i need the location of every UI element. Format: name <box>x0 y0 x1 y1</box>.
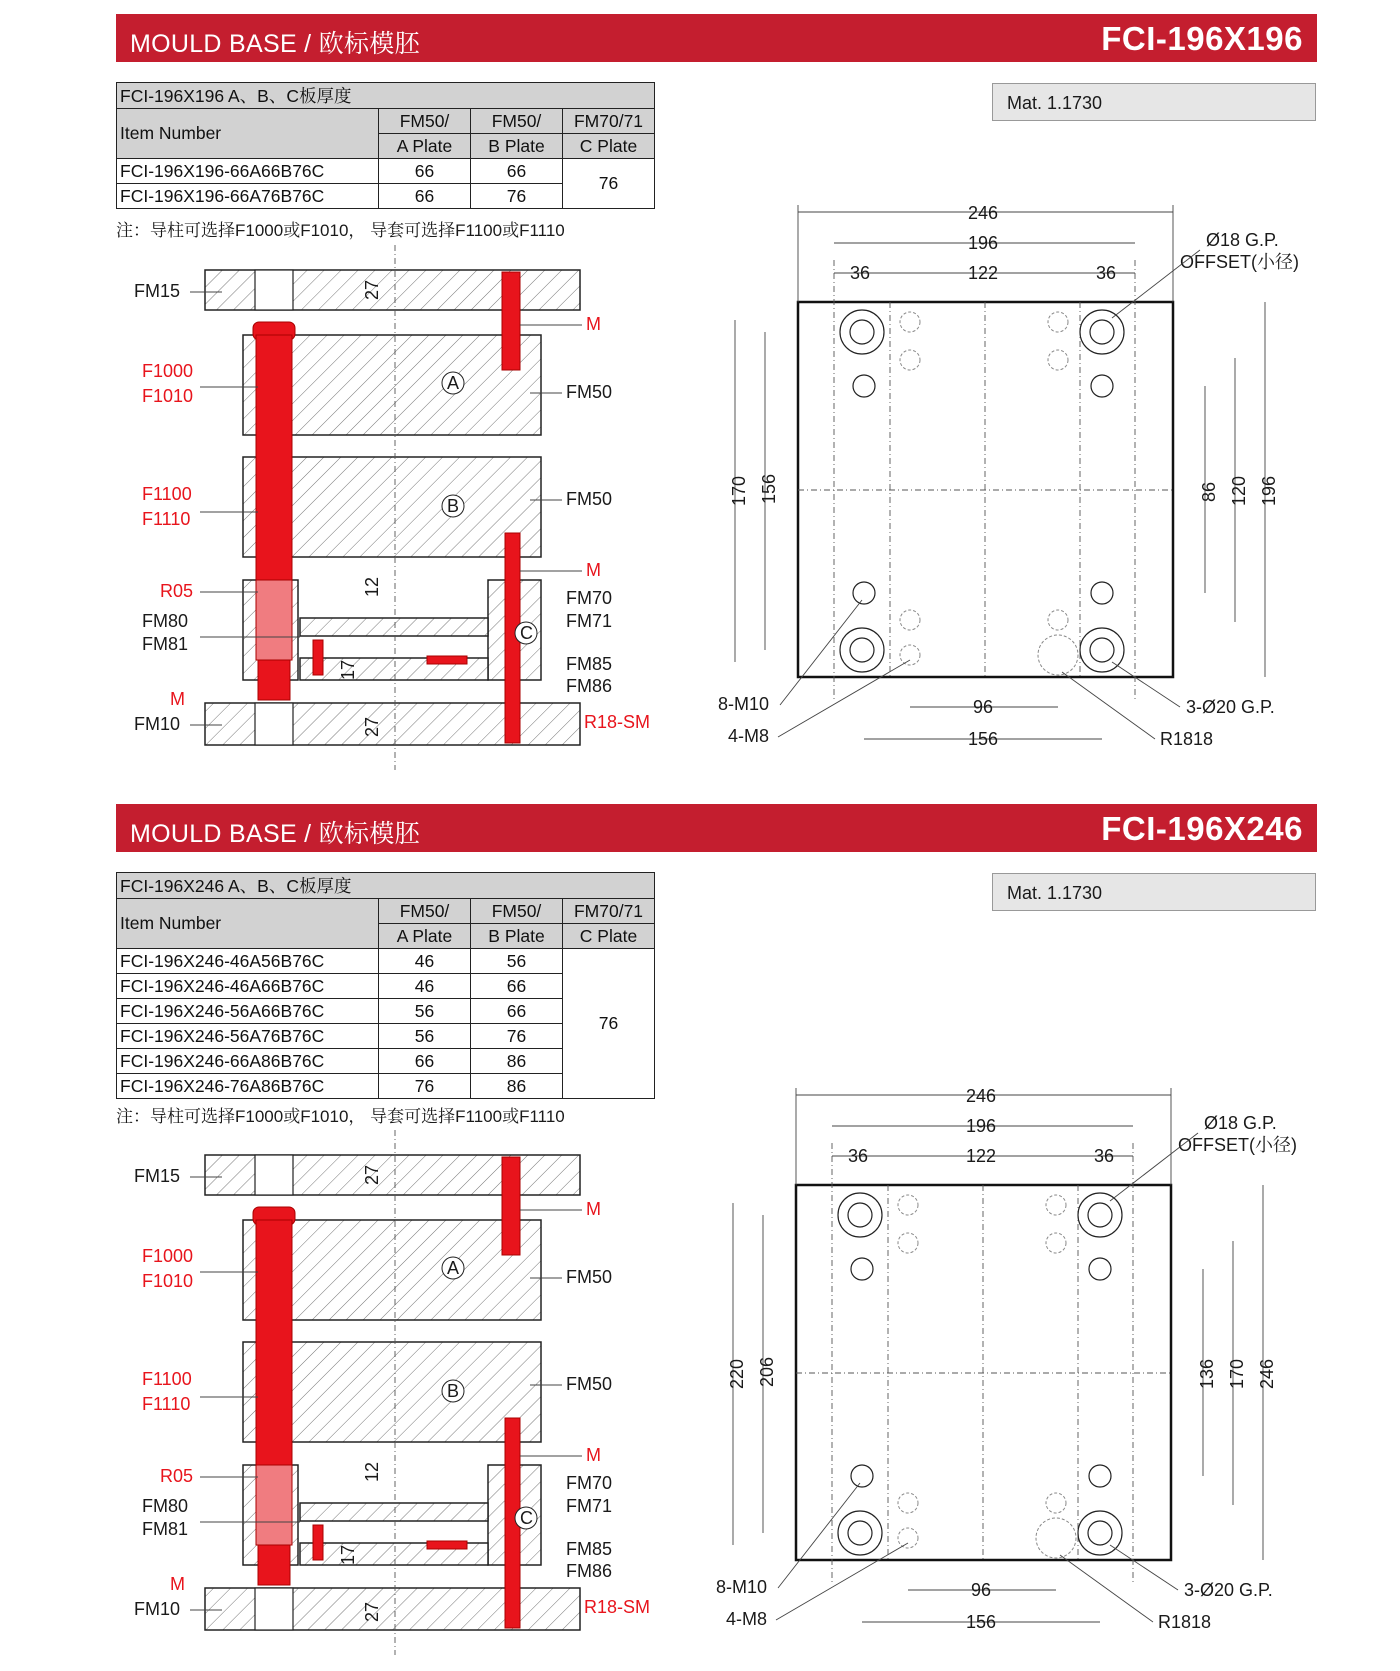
label-r18sm: R18-SM <box>584 1597 651 1617</box>
item-cell: FCI-196X246-66A86B76C <box>117 1049 379 1074</box>
a-cell: 56 <box>379 1024 471 1049</box>
dim-86: 86 <box>1199 481 1219 502</box>
tag-a: A <box>447 1258 460 1278</box>
label-fm50-b: FM50 <box>566 1374 613 1394</box>
label-r05: R05 <box>160 1466 194 1486</box>
note-text: 注：导柱可选择F1000或F1010， 导套可选择F1100或F1110 <box>116 1107 565 1126</box>
b-cell: 66 <box>471 974 563 999</box>
ejector-plate-fm80 <box>300 618 488 636</box>
label-fm80: FM80 <box>142 611 189 631</box>
note-text: 注：导柱可选择F1000或F1010， 导套可选择F1100或F1110 <box>116 221 565 240</box>
dim-17: 17 <box>338 659 358 680</box>
dim-122: 122 <box>968 263 999 283</box>
dim-246-right: 246 <box>1257 1358 1277 1389</box>
dim-120: 120 <box>1229 475 1249 506</box>
dim-246-top: 246 <box>968 203 999 223</box>
b-cell: 76 <box>471 184 563 209</box>
item-cell: FCI-196X246-56A76B76C <box>117 1024 379 1049</box>
dim-36-left: 36 <box>850 263 871 283</box>
callout-r1818: R1818 <box>1160 729 1214 749</box>
item-cell: FCI-196X246-46A56B76C <box>117 949 379 974</box>
col-a-header-2: A Plate <box>379 134 471 159</box>
item-number-header: Item Number <box>117 109 379 159</box>
drawings <box>0 790 1400 1670</box>
label-fm85: FM85 <box>566 654 613 674</box>
b-cell: 86 <box>471 1074 563 1099</box>
b-cell: 86 <box>471 1049 563 1074</box>
b-cell: 66 <box>471 999 563 1024</box>
callout-offset: OFFSET(小径) <box>1178 1135 1297 1155</box>
banner-title: MOULD BASE / 欧标模胚 <box>130 820 420 848</box>
dim-156-bot: 156 <box>968 729 999 749</box>
section-fci-196x246 <box>0 790 1400 1632</box>
guide-bush-r05 <box>256 580 292 660</box>
tag-c: C <box>520 623 533 643</box>
tag-a: A <box>447 373 460 393</box>
dim-156: 156 <box>759 473 779 504</box>
a-cell: 66 <box>379 184 471 209</box>
label-fm86: FM86 <box>566 1561 613 1581</box>
plan-view <box>718 203 1299 749</box>
bolt-top <box>502 272 520 370</box>
dim-12: 12 <box>362 576 382 597</box>
dim-17: 17 <box>338 1544 358 1565</box>
label-f1010: F1010 <box>142 386 194 406</box>
label-fm71: FM71 <box>566 611 613 631</box>
dim-96: 96 <box>973 697 994 717</box>
table-caption: FCI-196X246 A、B、C板厚度 <box>117 873 655 899</box>
item-number-header: Item Number <box>117 899 379 949</box>
dim-36-left: 36 <box>848 1146 869 1166</box>
label-m: M <box>170 689 185 709</box>
a-cell: 46 <box>379 949 471 974</box>
col-b-header-1: FM50/ <box>471 109 563 134</box>
c-cell: 76 <box>563 159 655 209</box>
side-section-view <box>134 245 650 770</box>
c-cell: 76 <box>563 949 655 1099</box>
label-fm70: FM70 <box>566 1473 613 1493</box>
guide-pin-f1000 <box>256 335 292 580</box>
label-fm86: FM86 <box>566 676 613 696</box>
callout-g18: Ø18 G.P. <box>1206 230 1279 250</box>
dim-220: 220 <box>727 1358 747 1389</box>
label-fm15: FM15 <box>134 281 181 301</box>
callout-8m10: 8-M10 <box>718 694 770 714</box>
col-c-header-2: C Plate <box>563 134 655 159</box>
label-fm70: FM70 <box>566 588 613 608</box>
label-f1010: F1010 <box>142 1271 194 1291</box>
label-f1100: F1100 <box>142 484 192 504</box>
label-f1110: F1110 <box>142 509 191 529</box>
plan-view <box>716 1086 1297 1632</box>
col-c-header-1: FM70/71 <box>563 899 655 924</box>
label-f1000: F1000 <box>142 361 194 381</box>
dim-206: 206 <box>757 1356 777 1387</box>
label-fm15: FM15 <box>134 1166 181 1186</box>
label-fm50-a: FM50 <box>566 1267 613 1287</box>
callout-4m8: 4-M8 <box>728 726 770 746</box>
label-fm50-b: FM50 <box>566 489 613 509</box>
section-fci-196x196 <box>0 0 1400 790</box>
tag-b: B <box>447 496 460 516</box>
tag-b: B <box>447 1381 460 1401</box>
label-m-mid: M <box>586 560 601 580</box>
callout-4m8: 4-M8 <box>726 1609 768 1629</box>
item-cell: FCI-196X246-56A66B76C <box>117 999 379 1024</box>
dim-12: 12 <box>362 1461 382 1482</box>
drawings <box>0 0 1400 790</box>
label-f1000: F1000 <box>142 1246 194 1266</box>
label-m: M <box>170 1574 185 1594</box>
a-cell: 66 <box>379 1049 471 1074</box>
b-cell: 66 <box>471 159 563 184</box>
dim-27-bot: 27 <box>362 716 382 737</box>
label-m-top: M <box>586 314 601 334</box>
item-cell: FCI-196X246-46A66B76C <box>117 974 379 999</box>
material-box: Mat. 1.1730 <box>992 873 1316 911</box>
side-section-view <box>134 1130 650 1655</box>
guide-pin-lower <box>258 660 290 700</box>
dim-196-top: 196 <box>968 233 999 253</box>
label-r18sm: R18-SM <box>584 712 651 732</box>
label-m-mid: M <box>586 1445 601 1465</box>
col-a-header-1: FM50/ <box>379 109 471 134</box>
dim-170: 170 <box>729 475 749 506</box>
callout-offset: OFFSET(小径) <box>1180 252 1299 272</box>
a-cell: 56 <box>379 999 471 1024</box>
dim-27-top: 27 <box>362 279 382 300</box>
label-fm10: FM10 <box>134 714 181 734</box>
col-b-header-2: B Plate <box>471 134 563 159</box>
banner-code: FCI-196X246 <box>1101 810 1303 847</box>
callout-8m10: 8-M10 <box>716 1577 768 1597</box>
dim-246-top: 246 <box>966 1086 997 1106</box>
col-b-header-2: B Plate <box>471 924 563 949</box>
b-cell: 76 <box>471 1024 563 1049</box>
label-r05: R05 <box>160 581 194 601</box>
dim-27-top: 27 <box>362 1164 382 1185</box>
item-cell: FCI-196X246-76A86B76C <box>117 1074 379 1099</box>
label-f1100: F1100 <box>142 1369 192 1389</box>
a-cell: 76 <box>379 1074 471 1099</box>
stop-pin <box>427 656 467 664</box>
callout-r1818: R1818 <box>1158 1612 1212 1632</box>
b-cell: 56 <box>471 949 563 974</box>
label-m-top: M <box>586 1199 601 1219</box>
dim-36-right: 36 <box>1096 263 1117 283</box>
banner-title: MOULD BASE / 欧标模胚 <box>130 30 420 58</box>
dim-136: 136 <box>1197 1358 1217 1389</box>
dim-27-bot: 27 <box>362 1601 382 1622</box>
item-cell: FCI-196X196-66A66B76C <box>117 159 379 184</box>
label-f1110: F1110 <box>142 1394 191 1414</box>
material-box: Mat. 1.1730 <box>992 83 1316 121</box>
dim-96: 96 <box>971 1580 992 1600</box>
callout-g20: 3-Ø20 G.P. <box>1186 697 1275 717</box>
table-caption: FCI-196X196 A、B、C板厚度 <box>117 83 655 109</box>
dim-196-top: 196 <box>966 1116 997 1136</box>
dim-170: 170 <box>1227 1358 1247 1389</box>
callout-g18: Ø18 G.P. <box>1204 1113 1277 1133</box>
col-a-header-1: FM50/ <box>379 899 471 924</box>
col-c-header-1: FM70/71 <box>563 109 655 134</box>
dim-122: 122 <box>966 1146 997 1166</box>
col-a-header-2: A Plate <box>379 924 471 949</box>
label-fm81: FM81 <box>142 634 189 654</box>
label-fm80: FM80 <box>142 1496 189 1516</box>
label-fm81: FM81 <box>142 1519 189 1539</box>
label-fm10: FM10 <box>134 1599 181 1619</box>
label-fm71: FM71 <box>566 1496 613 1516</box>
tag-c: C <box>520 1508 533 1528</box>
dim-36-right: 36 <box>1094 1146 1115 1166</box>
item-cell: FCI-196X196-66A76B76C <box>117 184 379 209</box>
banner-code: FCI-196X196 <box>1101 20 1303 57</box>
col-c-header-2: C Plate <box>563 924 655 949</box>
dim-196-right: 196 <box>1259 475 1279 506</box>
a-cell: 46 <box>379 974 471 999</box>
ejector-pin <box>313 640 323 675</box>
callout-g20: 3-Ø20 G.P. <box>1184 1580 1273 1600</box>
label-fm50-a: FM50 <box>566 382 613 402</box>
a-cell: 66 <box>379 159 471 184</box>
col-b-header-1: FM50/ <box>471 899 563 924</box>
dim-156-bot: 156 <box>966 1612 997 1632</box>
label-fm85: FM85 <box>566 1539 613 1559</box>
